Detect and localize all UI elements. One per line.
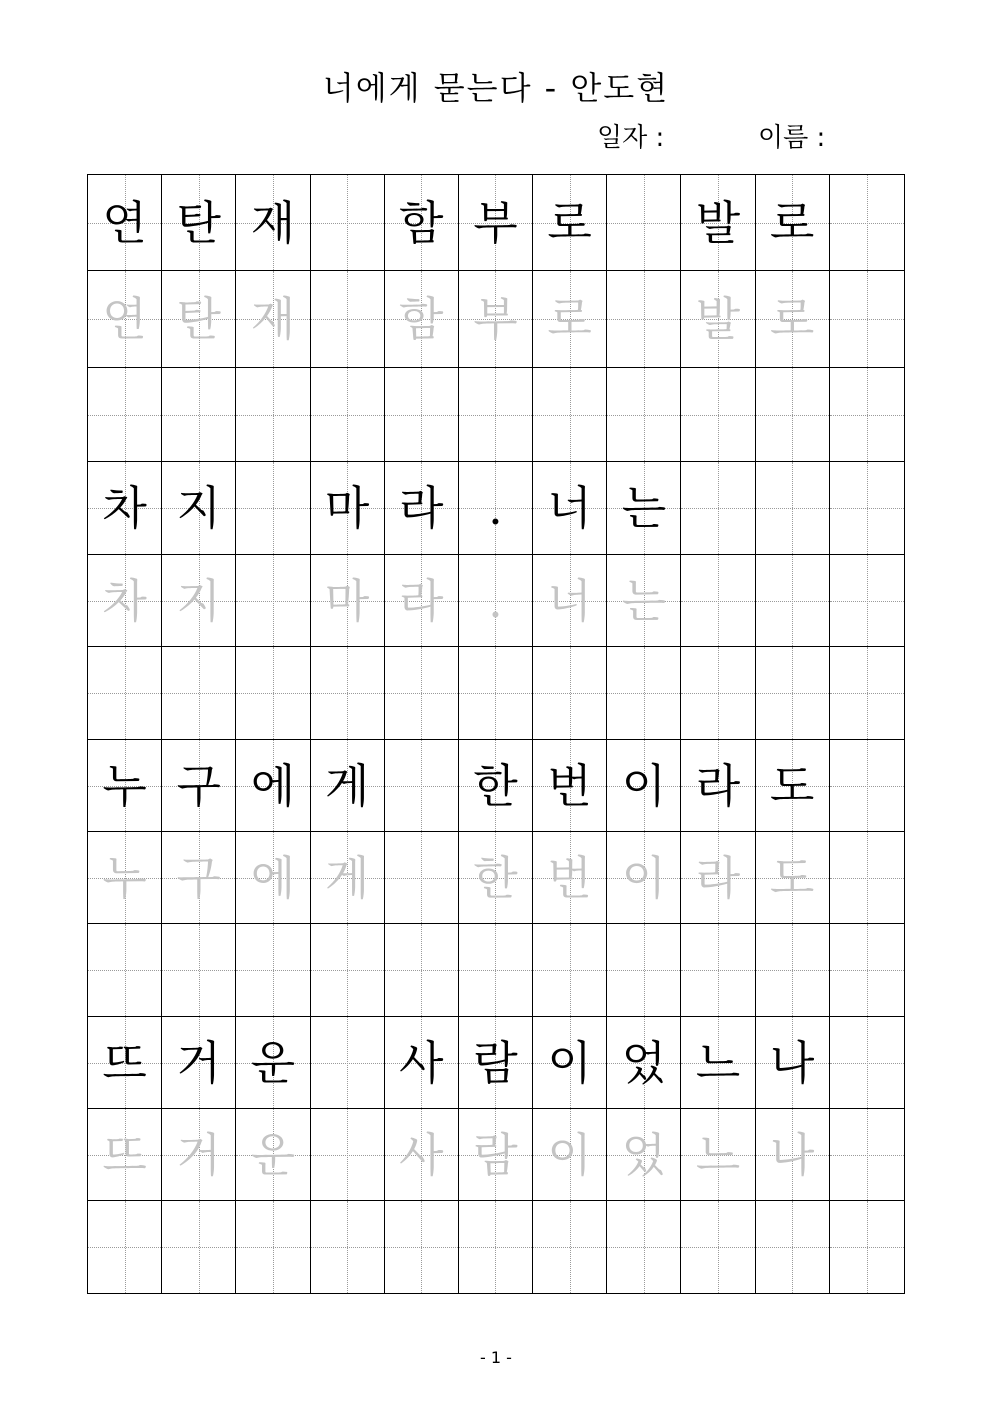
writing-cell[interactable] (88, 368, 162, 461)
trace-char-cell (88, 271, 162, 367)
trace-char-cell (533, 832, 607, 923)
trace-character: 라 (695, 850, 741, 905)
writing-practice-grid (87, 174, 905, 1294)
writing-cell[interactable] (830, 1201, 904, 1293)
model-character: 운 (250, 1035, 296, 1090)
model-character: 라 (399, 481, 444, 535)
model-character: 에 (250, 758, 296, 813)
writing-cell[interactable] (88, 1201, 162, 1293)
model-character: 발 (695, 195, 741, 250)
writing-cell[interactable] (830, 647, 904, 739)
writing-cell[interactable] (162, 647, 236, 739)
trace-character: 나 (769, 1127, 815, 1182)
grid-row-trace (88, 1109, 904, 1201)
trace-character: 마 (324, 573, 370, 628)
writing-cell[interactable] (459, 924, 533, 1016)
writing-cell[interactable] (607, 647, 681, 739)
writing-cell[interactable] (756, 368, 830, 461)
trace-char-cell (830, 1109, 904, 1200)
trace-character: 라 (399, 573, 444, 628)
writing-cell[interactable] (162, 368, 236, 461)
writing-cell[interactable] (88, 647, 162, 739)
model-character: 나 (769, 1035, 815, 1090)
grid-row-blank (88, 924, 904, 1017)
model-char-cell (756, 740, 830, 831)
writing-cell[interactable] (756, 647, 830, 739)
trace-char-cell (236, 832, 310, 923)
trace-char-cell (459, 271, 533, 367)
writing-cell[interactable] (756, 924, 830, 1016)
trace-character: 탄 (176, 292, 221, 346)
model-char-cell (533, 462, 607, 554)
grid-row-model (88, 1017, 904, 1109)
grid-row-trace (88, 555, 904, 647)
trace-char-cell (756, 1109, 830, 1200)
trace-char-cell (385, 271, 459, 367)
model-char-cell (459, 175, 533, 270)
trace-char-cell (681, 1109, 755, 1200)
model-character: 마 (324, 481, 370, 535)
trace-character: 사 (399, 1127, 444, 1182)
writing-cell[interactable] (533, 368, 607, 461)
model-char-cell (459, 740, 533, 831)
model-char-cell (459, 462, 533, 554)
model-char-cell (162, 740, 236, 831)
writing-cell[interactable] (533, 924, 607, 1016)
trace-char-cell (830, 271, 904, 367)
model-char-cell (236, 740, 310, 831)
grid-row-model (88, 175, 904, 271)
model-char-cell (385, 175, 459, 270)
trace-char-cell (533, 271, 607, 367)
trace-char-cell (385, 555, 459, 646)
writing-cell[interactable] (533, 647, 607, 739)
trace-char-cell (756, 832, 830, 923)
model-char-cell (88, 462, 162, 554)
model-char-cell (830, 462, 904, 554)
trace-character: 는 (621, 573, 666, 628)
trace-character: 너 (547, 573, 592, 628)
trace-char-cell (88, 555, 162, 646)
model-character: 라 (695, 758, 741, 813)
trace-char-cell (162, 1109, 236, 1200)
model-character: 함 (399, 195, 444, 250)
trace-char-cell (459, 832, 533, 923)
model-character: 로 (769, 195, 815, 250)
model-char-cell (162, 462, 236, 554)
grid-row-model (88, 740, 904, 832)
trace-char-cell (681, 271, 755, 367)
model-character: 너 (547, 481, 592, 535)
model-char-cell (756, 1017, 830, 1108)
model-char-cell (533, 740, 607, 831)
model-char-cell (311, 1017, 385, 1108)
trace-character: 람 (473, 1127, 518, 1182)
model-char-cell (88, 175, 162, 270)
trace-char-cell (162, 832, 236, 923)
trace-char-cell (830, 832, 904, 923)
model-char-cell (533, 1017, 607, 1108)
model-character: 느 (695, 1035, 741, 1090)
trace-char-cell (459, 555, 533, 646)
trace-char-cell (385, 1109, 459, 1200)
trace-char-cell (311, 832, 385, 923)
writing-cell[interactable] (236, 368, 310, 461)
model-character: 는 (621, 481, 666, 535)
model-character: . (488, 481, 503, 535)
trace-char-cell (162, 271, 236, 367)
model-character: 한 (473, 758, 518, 813)
trace-char-cell (385, 832, 459, 923)
writing-cell[interactable] (311, 924, 385, 1016)
trace-character: 누 (102, 850, 147, 905)
writing-cell[interactable] (607, 1201, 681, 1293)
writing-cell[interactable] (756, 1201, 830, 1293)
model-char-cell (162, 175, 236, 270)
trace-character: 발 (695, 292, 741, 346)
model-char-cell (681, 1017, 755, 1108)
trace-char-cell (756, 555, 830, 646)
model-char-cell (607, 740, 681, 831)
model-char-cell (88, 1017, 162, 1108)
writing-cell[interactable] (88, 924, 162, 1016)
grid-row-blank (88, 1201, 904, 1293)
model-character: 거 (176, 1035, 221, 1090)
model-char-cell (830, 175, 904, 270)
model-char-cell (607, 462, 681, 554)
writing-cell[interactable] (162, 924, 236, 1016)
model-char-cell (385, 462, 459, 554)
model-character: 구 (176, 758, 221, 813)
model-char-cell (830, 740, 904, 831)
trace-char-cell (88, 832, 162, 923)
writing-cell[interactable] (385, 647, 459, 739)
model-char-cell (756, 175, 830, 270)
trace-character: 뜨 (102, 1127, 147, 1182)
model-char-cell (533, 175, 607, 270)
writing-cell[interactable] (830, 368, 904, 461)
trace-char-cell (311, 1109, 385, 1200)
trace-char-cell (311, 271, 385, 367)
model-char-cell (236, 462, 310, 554)
writing-cell[interactable] (236, 647, 310, 739)
trace-char-cell (162, 555, 236, 646)
trace-character: 로 (547, 292, 592, 346)
page-number: - 1 - (480, 1348, 512, 1367)
model-character: 람 (473, 1035, 518, 1090)
trace-character: 한 (473, 850, 518, 905)
trace-char-cell (236, 271, 310, 367)
trace-character: 로 (769, 292, 815, 346)
model-char-cell (385, 740, 459, 831)
name-label: 이름 : (758, 123, 826, 153)
trace-character: 함 (399, 292, 444, 346)
writing-cell[interactable] (385, 368, 459, 461)
writing-cell[interactable] (607, 368, 681, 461)
trace-char-cell (607, 271, 681, 367)
writing-cell[interactable] (311, 368, 385, 461)
writing-cell[interactable] (681, 924, 755, 1016)
model-character: 도 (769, 758, 815, 813)
model-char-cell (681, 740, 755, 831)
model-char-cell (681, 175, 755, 270)
trace-character: 게 (324, 850, 370, 905)
model-character: 이 (621, 758, 666, 813)
grid-row-trace (88, 832, 904, 924)
model-char-cell (756, 462, 830, 554)
writing-cell[interactable] (459, 1201, 533, 1293)
model-char-cell (681, 462, 755, 554)
trace-char-cell (236, 1109, 310, 1200)
trace-char-cell (236, 555, 310, 646)
trace-character: 지 (176, 573, 221, 628)
writing-cell[interactable] (311, 647, 385, 739)
trace-character: 느 (695, 1127, 741, 1182)
model-character: 부 (473, 195, 518, 250)
writing-cell[interactable] (607, 924, 681, 1016)
writing-cell[interactable] (459, 368, 533, 461)
trace-character: 구 (176, 850, 221, 905)
model-char-cell (236, 175, 310, 270)
trace-char-cell (607, 1109, 681, 1200)
grid-row-blank (88, 647, 904, 740)
trace-character: 이 (621, 850, 666, 905)
trace-character: 차 (102, 573, 147, 628)
trace-character: 부 (473, 292, 518, 346)
model-character: 탄 (176, 195, 221, 250)
writing-cell[interactable] (385, 1201, 459, 1293)
model-character: 번 (547, 758, 592, 813)
model-char-cell (311, 175, 385, 270)
trace-character: 재 (250, 292, 296, 346)
model-char-cell (830, 1017, 904, 1108)
trace-char-cell (311, 555, 385, 646)
model-char-cell (236, 1017, 310, 1108)
model-character: 이 (547, 1035, 592, 1090)
model-character: 사 (399, 1035, 444, 1090)
trace-character: 에 (250, 850, 296, 905)
writing-cell[interactable] (681, 1201, 755, 1293)
writing-cell[interactable] (385, 924, 459, 1016)
trace-character: 연 (102, 292, 147, 346)
page-title: 너에게 묻는다 - 안도현 (322, 69, 670, 107)
trace-char-cell (459, 1109, 533, 1200)
model-char-cell (607, 1017, 681, 1108)
writing-cell[interactable] (236, 1201, 310, 1293)
trace-char-cell (607, 832, 681, 923)
model-char-cell (311, 740, 385, 831)
writing-cell[interactable] (681, 647, 755, 739)
grid-row-model (88, 462, 904, 555)
trace-character: 이 (547, 1127, 592, 1182)
trace-character: 운 (250, 1127, 296, 1182)
trace-character: 거 (176, 1127, 221, 1182)
writing-cell[interactable] (236, 924, 310, 1016)
trace-character: 도 (769, 850, 815, 905)
trace-char-cell (533, 1109, 607, 1200)
model-character: 차 (102, 481, 147, 535)
trace-char-cell (88, 1109, 162, 1200)
trace-char-cell (607, 555, 681, 646)
model-character: 지 (176, 481, 221, 535)
model-char-cell (459, 1017, 533, 1108)
trace-char-cell (830, 555, 904, 646)
writing-cell[interactable] (311, 1201, 385, 1293)
trace-character: 었 (621, 1127, 666, 1182)
model-char-cell (162, 1017, 236, 1108)
writing-cell[interactable] (459, 647, 533, 739)
model-char-cell (88, 740, 162, 831)
model-char-cell (607, 175, 681, 270)
model-char-cell (311, 462, 385, 554)
trace-character: 번 (547, 850, 592, 905)
trace-char-cell (681, 832, 755, 923)
trace-char-cell (533, 555, 607, 646)
trace-character: . (488, 573, 503, 628)
grid-row-trace (88, 271, 904, 368)
writing-cell[interactable] (533, 1201, 607, 1293)
model-character: 었 (621, 1035, 666, 1090)
writing-cell[interactable] (162, 1201, 236, 1293)
model-character: 누 (102, 758, 147, 813)
grid-row-blank (88, 368, 904, 462)
date-label: 일자 : (597, 123, 665, 153)
model-char-cell (385, 1017, 459, 1108)
model-character: 로 (547, 195, 592, 250)
trace-char-cell (756, 271, 830, 367)
writing-cell[interactable] (681, 368, 755, 461)
model-character: 연 (102, 195, 147, 250)
model-character: 뜨 (102, 1035, 147, 1090)
writing-cell[interactable] (830, 924, 904, 1016)
model-character: 재 (250, 195, 296, 250)
trace-char-cell (681, 555, 755, 646)
model-character: 게 (324, 758, 370, 813)
